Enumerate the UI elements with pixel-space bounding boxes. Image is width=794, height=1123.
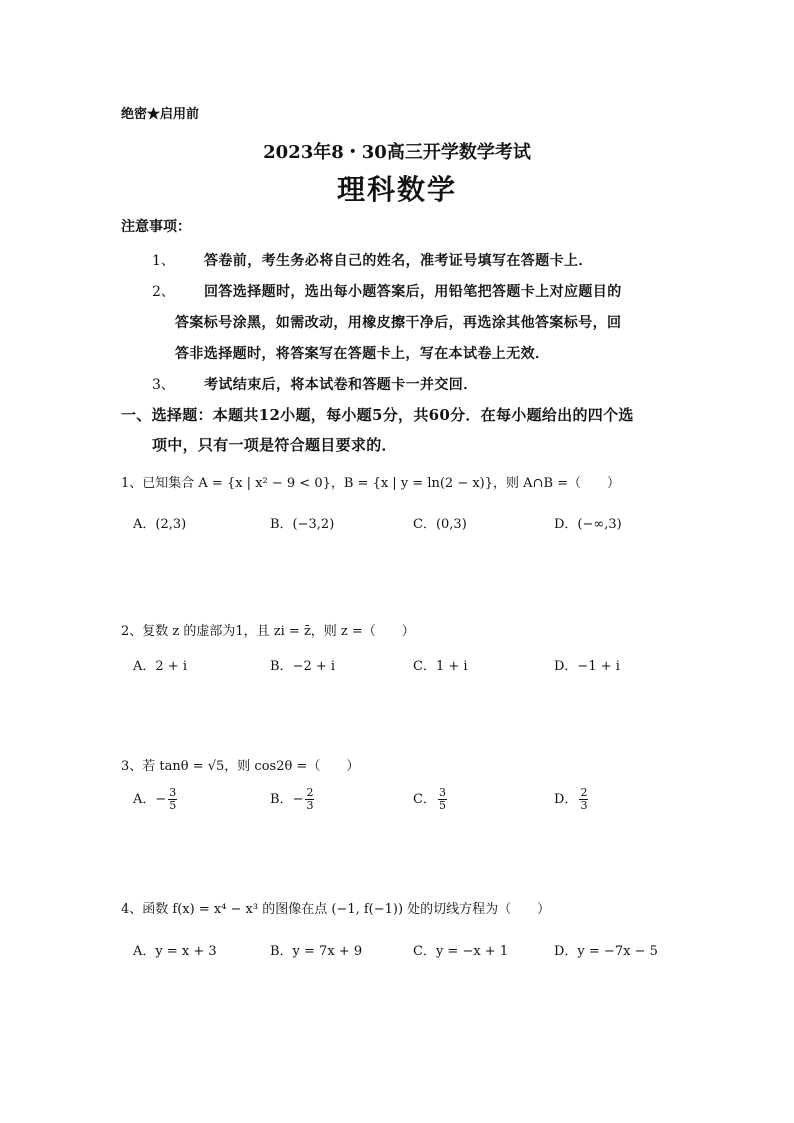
question-1-option-c: C．(0,3) [413, 517, 467, 532]
section-1-title-line-2: 项中，只有一项是符合题目要求的． [152, 436, 397, 454]
option-label: A． [133, 792, 156, 807]
fraction [168, 787, 177, 812]
question-1-option-b: B．(−3,2) [270, 517, 335, 532]
question-4-option-a: A．y = x + 3 [133, 944, 217, 959]
question-2-option-d: D．−1 + i [554, 659, 620, 674]
fraction-denominator: 3 [306, 799, 314, 812]
question-3-option-a [133, 787, 177, 812]
fraction-numerator: 3 [169, 786, 177, 799]
question-2-option-c: C．1 + i [413, 659, 468, 674]
exam-title: 2023年8・30高三开学数学考试 [263, 142, 531, 163]
question-2-option-a: A．2 + i [133, 659, 187, 674]
question-3-stem: 3、若 tanθ = √5，则 cos2θ =（ ） [121, 759, 360, 774]
fraction-denominator: 5 [169, 799, 177, 812]
fraction-numerator: 3 [438, 786, 446, 799]
option-label: B． [270, 792, 293, 807]
question-4-option-b: B．y = 7x + 9 [270, 944, 363, 959]
notice-item-3-number: 3、 [152, 377, 175, 393]
notice-item-2-line-3: 答非选择题时，将答案写在答题卡上，写在本试卷上无效． [175, 346, 550, 362]
fraction-numerator: 2 [306, 786, 314, 799]
notice-item-3-line-1: 考试结束后，将本试卷和答题卡一并交回． [204, 377, 478, 393]
confidential-label: 绝密★启用前 [121, 107, 200, 122]
option-sign: − [292, 792, 304, 807]
notice-item-2-line-2: 答案标号涂黑，如需改动，用橡皮擦干净后，再选涂其他答案标号，回 [175, 315, 622, 331]
notice-item-2-line-1: 回答选择题时，选出每小题答案后，用铅笔把答题卡上对应题目的 [204, 284, 622, 300]
fraction-denominator: 3 [580, 799, 588, 812]
question-1-option-a: A．(2,3) [133, 517, 187, 532]
question-1-option-d: D．(−∞,3) [554, 517, 622, 532]
option-sign: − [155, 792, 167, 807]
fraction [305, 787, 314, 812]
question-2-stem: 2、复数 z 的虚部为1，且 zi = z̄，则 z =（ ） [121, 624, 415, 639]
notice-item-1-line-1: 答卷前，考生务必将自己的姓名，准考证号填写在答题卡上． [204, 253, 593, 269]
section-1-title-line-1: 一、选择题：本题共12小题，每小题5分，共60分．在每小题给出的四个选 [121, 406, 634, 424]
fraction-numerator: 2 [580, 786, 588, 799]
fraction-denominator: 5 [438, 799, 446, 812]
fraction [579, 787, 588, 812]
question-1-stem: 1、已知集合 A = {x | x² − 9 < 0}，B = {x | y = ln(2 − x)}，则 A∩B =（ ） [121, 476, 621, 491]
notice-item-1-number: 1、 [152, 253, 175, 269]
notice-heading: 注意事项： [121, 219, 191, 235]
question-3-option-b [270, 787, 314, 812]
subject-title: 理科数学 [336, 173, 457, 206]
question-4-option-c: C．y = −x + 1 [413, 944, 509, 959]
question-4-stem: 4、函数 f(x) = x⁴ − x³ 的图像在点 (−1, f(−1)) 处的切线方程为（ ） [121, 902, 551, 917]
option-label: D． [554, 792, 578, 807]
question-2-option-b: B．−2 + i [270, 659, 336, 674]
question-3-option-d [554, 787, 588, 812]
notice-item-2-number: 2、 [152, 284, 175, 300]
fraction [438, 787, 447, 812]
question-4-option-d: D．y = −7x − 5 [554, 944, 658, 959]
question-3-option-c [413, 787, 447, 812]
option-label: C． [413, 792, 436, 807]
